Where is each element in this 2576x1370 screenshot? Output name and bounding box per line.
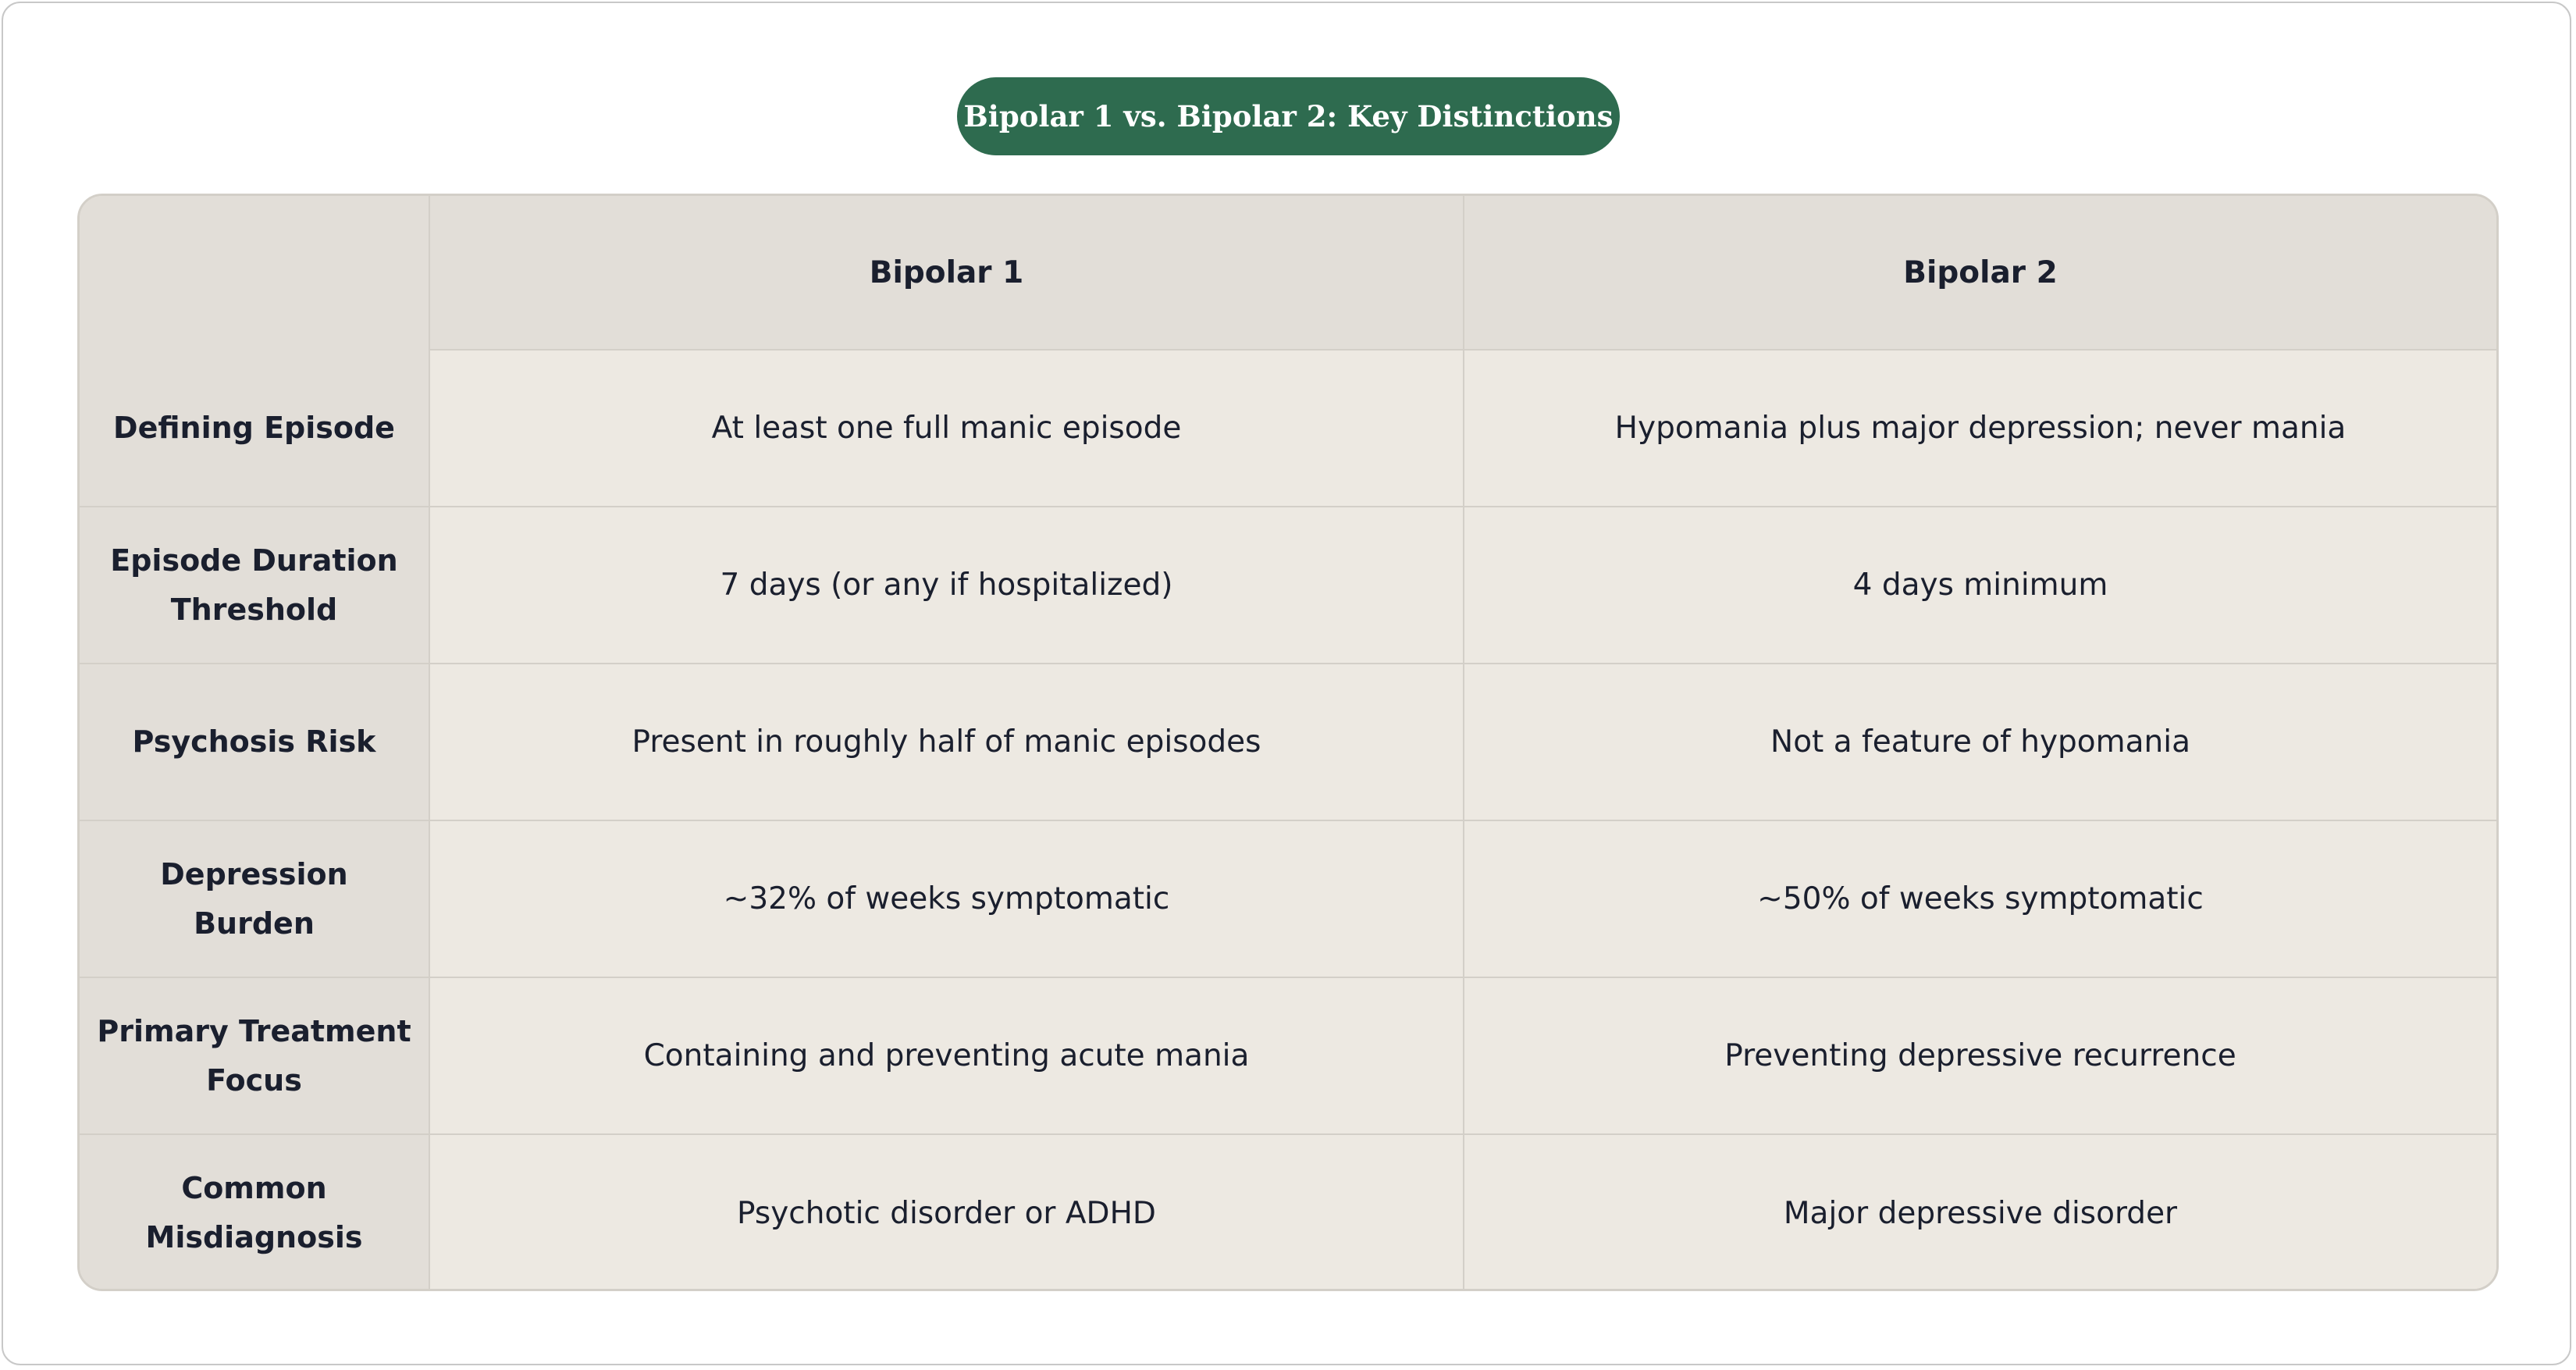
- table-cell: Not a feature of hypomania: [1464, 664, 2496, 820]
- table-cell: ~50% of weeks symptomatic: [1464, 820, 2496, 977]
- table-row: [80, 350, 2496, 507]
- row-label: Depression Burden: [80, 820, 429, 977]
- table-row: [80, 507, 2496, 664]
- table-cell: Present in roughly half of manic episodes: [429, 664, 1464, 820]
- table-row: [80, 820, 2496, 977]
- table-cell: Preventing depressive recurrence: [1464, 977, 2496, 1134]
- row-label: Primary Treatment Focus: [80, 977, 429, 1134]
- table-cell: At least one full manic episode: [429, 350, 1464, 507]
- comparison-table: [77, 194, 2499, 1291]
- table-cell: Psychotic disorder or ADHD: [429, 1134, 1464, 1291]
- table-cell: ~32% of weeks symptomatic: [429, 820, 1464, 977]
- row-label: Psychosis Risk: [80, 664, 429, 820]
- corner-cell: [80, 196, 429, 350]
- table-header-row: [80, 196, 2496, 350]
- column-header-bipolar-1: Bipolar 1: [429, 196, 1464, 350]
- row-label: Defining Episode: [80, 350, 429, 507]
- table-row: [80, 664, 2496, 820]
- table-cell: Containing and preventing acute mania: [429, 977, 1464, 1134]
- row-label: Common Misdiagnosis: [80, 1134, 429, 1291]
- table-row: [80, 977, 2496, 1134]
- table-cell: 4 days minimum: [1464, 507, 2496, 664]
- table-row: [80, 1134, 2496, 1291]
- row-label: Episode Duration Threshold: [80, 507, 429, 664]
- table-cell: 7 days (or any if hospitalized): [429, 507, 1464, 664]
- table-cell: Major depressive disorder: [1464, 1134, 2496, 1291]
- table-cell: Hypomania plus major depression; never mania: [1464, 350, 2496, 507]
- page-title: Bipolar 1 vs. Bipolar 2: Key Distinctions: [957, 77, 1620, 155]
- column-header-bipolar-2: Bipolar 2: [1464, 196, 2496, 350]
